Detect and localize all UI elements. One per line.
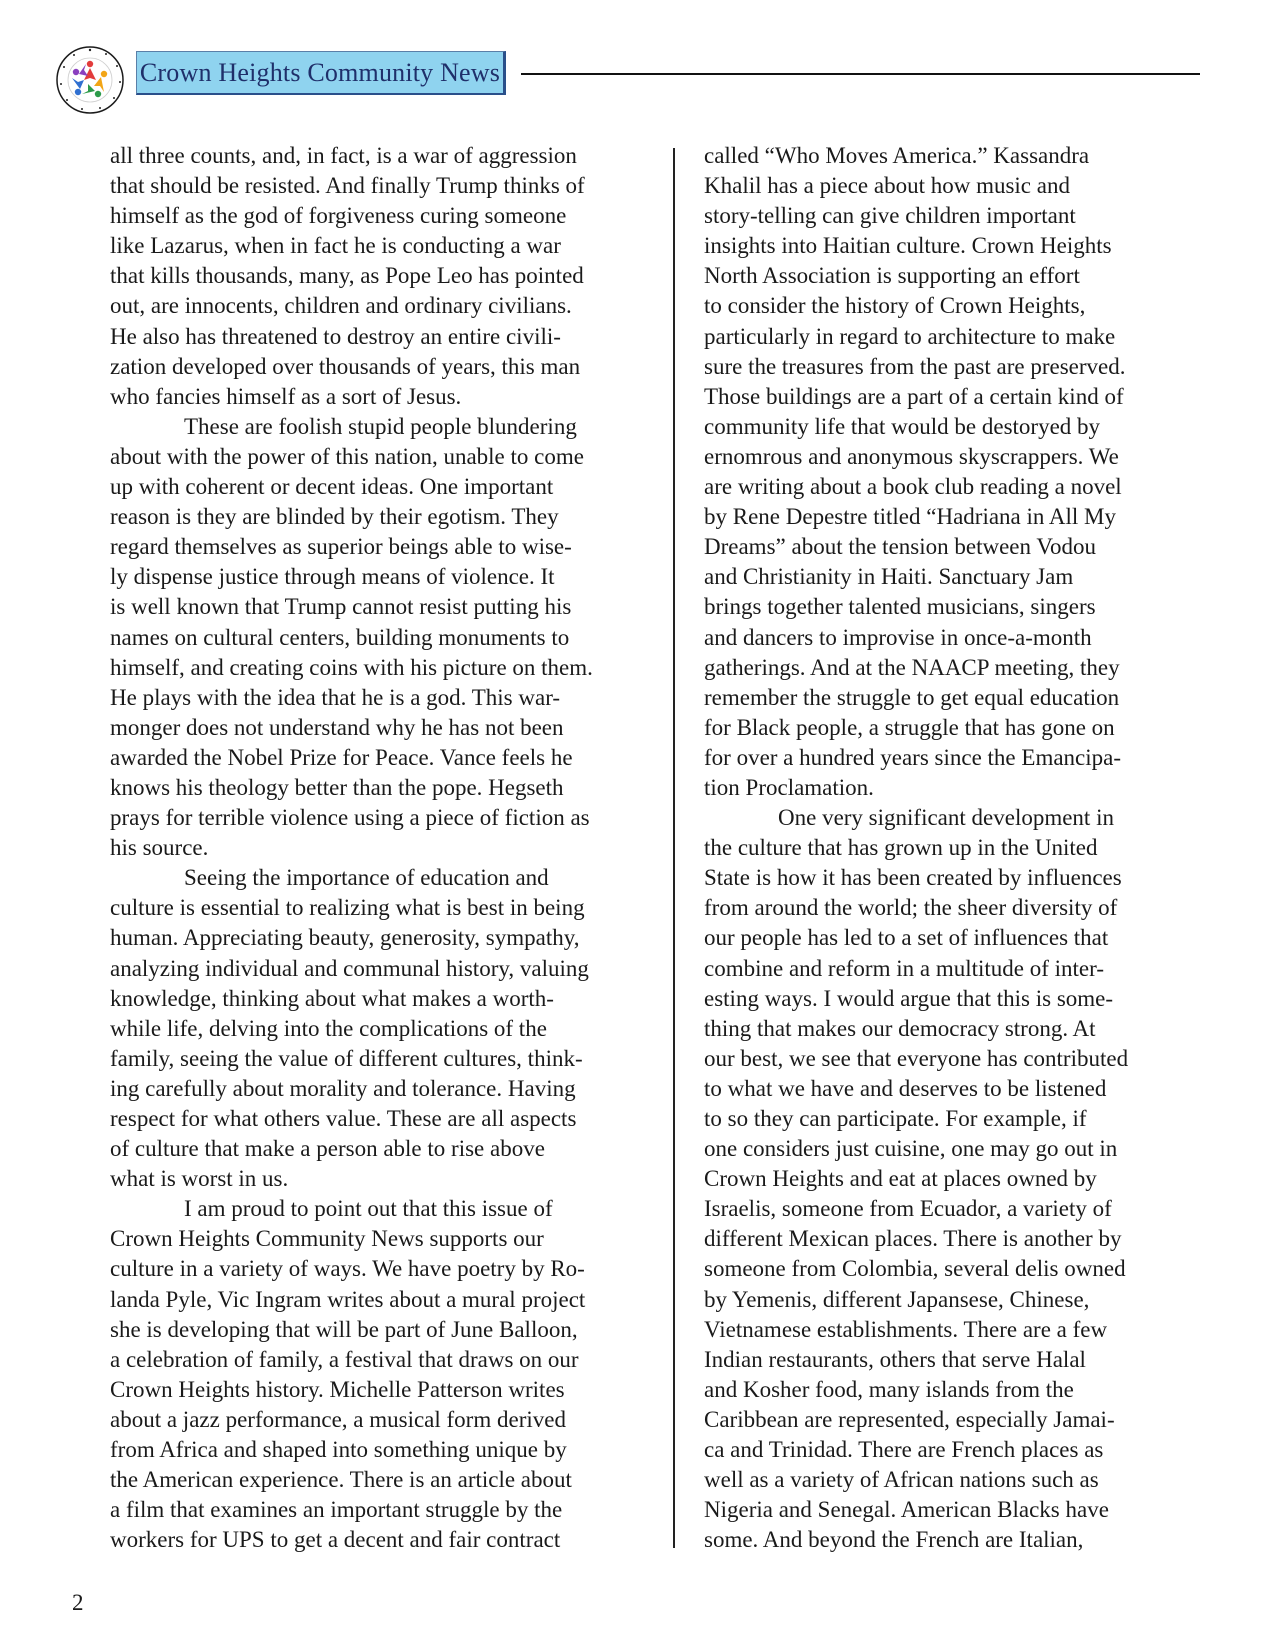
text-line: himself, and creating coins with his picture on them.	[110, 654, 593, 680]
text-line: for Black people, a struggle that has gone on	[704, 714, 1115, 740]
text-line: He also has threatened to destroy an entire civili-	[110, 323, 561, 349]
page-number: 2	[72, 1590, 84, 1615]
text-line: Crown Heights history. Michelle Patterson writes	[110, 1376, 565, 1402]
text-line: to what we have and deserves to be listened	[704, 1075, 1107, 1101]
text-line: particularly in regard to architecture to make	[704, 323, 1116, 349]
text-line: Nigeria and Senegal. American Blacks have	[704, 1497, 1109, 1523]
text-line: about a jazz performance, a musical form derived	[110, 1406, 566, 1432]
text-line: our people has led to a set of influences that	[704, 925, 1109, 951]
text-line: called “Who Moves America.” Kassandra	[704, 143, 1090, 168]
text-line: by Yemenis, different Japansese, Chinese,	[704, 1286, 1090, 1312]
text-line: combine and reform in a multitude of inter-	[704, 955, 1104, 981]
text-line: to so they can participate. For example, if	[704, 1106, 1087, 1131]
text-line: esting ways. I would argue that this is some-	[704, 985, 1114, 1011]
text-line: from Africa and shaped into something unique by	[110, 1437, 567, 1463]
text-line: culture is essential to realizing what is best in being	[110, 895, 585, 921]
text-line: community life that would be destoryed by	[704, 413, 1101, 439]
text-line: and dancers to improvise in once-a-month	[704, 624, 1092, 650]
text-line: someone from Colombia, several delis owned	[704, 1256, 1126, 1282]
text-line: story-telling can give children important	[704, 203, 1076, 229]
text-line: the culture that has grown up in the United	[704, 835, 1098, 861]
text-line: Crown Heights and eat at places owned by	[704, 1166, 1097, 1192]
text-line: Seeing the importance of education and	[184, 865, 549, 891]
text-line: sure the treasures from the past are preserved.	[704, 353, 1126, 379]
text-line: that kills thousands, many, as Pope Leo has pointed	[110, 263, 584, 289]
text-line: while life, delving into the complications of the	[110, 1015, 547, 1041]
text-line: what is worst in us.	[110, 1166, 289, 1192]
masthead-banner	[136, 51, 506, 95]
text-line: One very significant development in	[778, 805, 1114, 831]
text-line: his source.	[110, 835, 209, 861]
text-line: by Rene Depestre titled “Hadriana in All My	[704, 504, 1116, 530]
text-line: that should be resisted. And finally Trump thinks of	[110, 173, 585, 199]
text-line: thing that makes our democracy strong. At	[704, 1015, 1096, 1041]
text-line: like Lazarus, when in fact he is conducting a war	[110, 233, 561, 259]
text-line: who fancies himself as a sort of Jesus.	[110, 383, 462, 409]
text-line: State is how it has been created by influences	[704, 865, 1122, 891]
article-column-left	[110, 141, 650, 1555]
text-line: from around the world; the sheer diversity of	[704, 895, 1118, 921]
header-rule	[521, 73, 1200, 75]
text-line: to consider the history of Crown Heights,	[704, 293, 1086, 319]
text-line: out, are innocents, children and ordinary civilians.	[110, 293, 572, 319]
article-column-right	[704, 141, 1204, 1555]
text-line: regard themselves as superior beings able to wise-	[110, 534, 572, 560]
text-line: a film that examines an important struggle by the	[110, 1497, 563, 1523]
text-line: culture in a variety of ways. We have poetry by Ro-	[110, 1256, 585, 1282]
text-line: I am proud to point out that this issue of	[184, 1196, 553, 1222]
text-line: Khalil has a piece about how music and	[704, 173, 1070, 199]
text-line: tion Proclamation.	[704, 774, 874, 800]
text-line: and Kosher food, many islands from the	[704, 1376, 1074, 1402]
column-divider	[673, 148, 675, 1548]
text-line: gatherings. And at the NAACP meeting, they	[704, 654, 1120, 680]
text-line: for over a hundred years since the Emancipa-	[704, 744, 1122, 770]
text-line: a celebration of family, a festival that draws on our	[110, 1346, 579, 1372]
text-line: human. Appreciating beauty, generosity, sympathy,	[110, 925, 580, 951]
text-line: monger does not understand why he has not been	[110, 714, 564, 740]
text-line: workers for UPS to get a decent and fair contract	[110, 1527, 561, 1553]
text-line: Those buildings are a part of a certain kind of	[704, 383, 1124, 409]
text-line: are writing about a book club reading a novel	[704, 474, 1122, 500]
text-line: Vietnamese establishments. There are a few	[704, 1316, 1108, 1342]
text-line: names on cultural centers, building monuments to	[110, 624, 570, 650]
text-line: she is developing that will be part of June Balloon,	[110, 1316, 578, 1342]
text-line: knows his theology better than the pope. Hegseth	[110, 774, 564, 800]
text-line: one considers just cuisine, one may go out in	[704, 1136, 1118, 1162]
text-line: reason is they are blinded by their egotism. They	[110, 504, 559, 530]
text-line: of culture that make a person able to rise above	[110, 1136, 545, 1162]
text-line: some. And beyond the French are Italian,	[704, 1527, 1084, 1553]
text-line: Indian restaurants, others that serve Halal	[704, 1346, 1086, 1372]
text-line: is well known that Trump cannot resist putting his	[110, 594, 572, 620]
text-line: remember the struggle to get equal education	[704, 684, 1120, 710]
text-line: ca and Trinidad. There are French places as	[704, 1437, 1104, 1463]
text-line: Caribbean are represented, especially Jamai-	[704, 1406, 1115, 1432]
text-line: He plays with the idea that he is a god. This war-	[110, 684, 561, 710]
text-line: brings together talented musicians, singers	[704, 594, 1096, 620]
text-line: respect for what others value. These are all aspects	[110, 1106, 577, 1131]
text-line: insights into Haitian culture. Crown Heights	[704, 233, 1112, 259]
text-line: awarded the Nobel Prize for Peace. Vance feels he	[110, 744, 573, 770]
text-line: Israelis, someone from Ecuador, a variety of	[704, 1196, 1112, 1222]
text-line: and Christianity in Haiti. Sanctuary Jam	[704, 564, 1074, 590]
organization-logo	[54, 44, 126, 116]
text-line: zation developed over thousands of years, this man	[110, 353, 581, 379]
text-line: the American experience. There is an article about	[110, 1467, 572, 1493]
text-line: analyzing individual and communal history, valuing	[110, 955, 589, 981]
text-line: Crown Heights Community News supports our	[110, 1226, 544, 1252]
text-line: family, seeing the value of different cultures, think-	[110, 1045, 583, 1071]
text-line: ing carefully about morality and tolerance. Having	[110, 1075, 576, 1101]
text-line: about with the power of this nation, unable to come	[110, 443, 584, 469]
text-line: well as a variety of African nations such as	[704, 1467, 1099, 1493]
text-line: landa Pyle, Vic Ingram writes about a mural project	[110, 1286, 586, 1312]
logo-emblem-icon	[54, 44, 126, 116]
text-line: all three counts, and, in fact, is a war of aggression	[110, 143, 577, 168]
text-line: different Mexican places. There is another by	[704, 1226, 1122, 1252]
text-line: Dreams” about the tension between Vodou	[704, 534, 1096, 560]
publication-title: Crown Heights Community News	[139, 57, 501, 87]
text-line: up with coherent or decent ideas. One important	[110, 474, 554, 500]
text-line: prays for terrible violence using a piece of fiction as	[110, 805, 590, 831]
text-line: himself as the god of forgiveness curing someone	[110, 203, 567, 229]
text-line: our best, we see that everyone has contributed	[704, 1045, 1129, 1071]
text-line: These are foolish stupid people blundering	[184, 413, 577, 439]
text-line: knowledge, thinking about what makes a worth-	[110, 985, 554, 1011]
text-line: North Association is supporting an effort	[704, 263, 1080, 289]
text-line: ernomrous and anonymous skyscrappers. We	[704, 443, 1119, 469]
text-line: ly dispense justice through means of violence. It	[110, 564, 555, 590]
